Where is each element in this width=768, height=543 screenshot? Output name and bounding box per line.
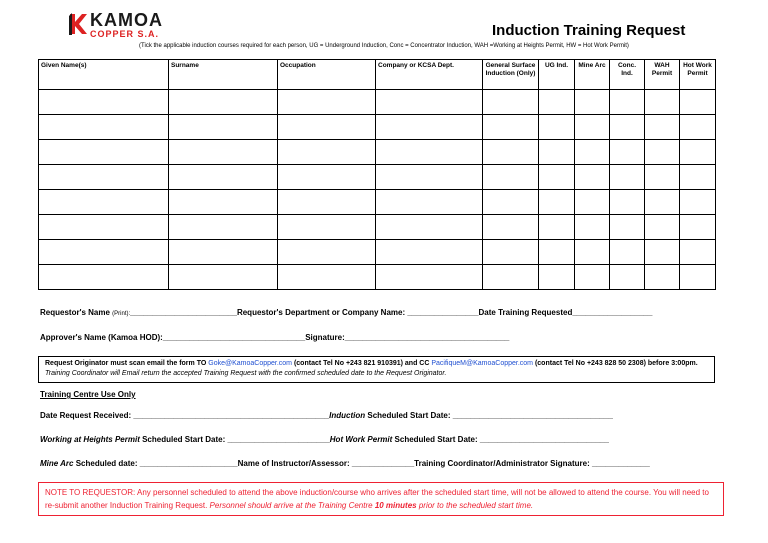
column-header: Surname bbox=[169, 60, 278, 90]
tick-cell[interactable] bbox=[483, 140, 539, 165]
requestor-warning-notice bbox=[38, 482, 724, 516]
date-requested-field[interactable]: Date Training Requested__________________ bbox=[478, 308, 653, 317]
entry-cell[interactable] bbox=[39, 90, 169, 115]
tick-cell[interactable] bbox=[539, 240, 575, 265]
notice-text-2: (contact Tel No +243 821 910391) and CC bbox=[292, 360, 432, 367]
table-row bbox=[39, 90, 716, 115]
tick-cell[interactable] bbox=[645, 115, 680, 140]
training-centre-heading: Training Centre Use Only bbox=[40, 390, 136, 399]
coordinator-signature-field[interactable]: Training Coordinator/Administrator Signature: _____________ bbox=[414, 459, 650, 468]
entry-cell[interactable] bbox=[169, 165, 278, 190]
tick-cell[interactable] bbox=[575, 190, 610, 215]
tick-cell[interactable] bbox=[645, 90, 680, 115]
induction-start-field[interactable]: Scheduled Start Date: ____________________________________ bbox=[365, 411, 613, 420]
kamoa-k-icon bbox=[68, 12, 88, 36]
entry-cell[interactable] bbox=[169, 240, 278, 265]
instructions-subtitle: (Tick the applicable induction courses required for each person, UG = Underground Induction, Conc = Concentrator Induction, WAH =Working at Heights Permit, HW = Hot Work Permit) bbox=[139, 43, 629, 49]
warning-bold-italic: 10 minutes bbox=[374, 501, 417, 511]
entry-cell[interactable] bbox=[169, 140, 278, 165]
tick-cell[interactable] bbox=[645, 140, 680, 165]
entry-cell[interactable] bbox=[169, 115, 278, 140]
tick-cell[interactable] bbox=[645, 165, 680, 190]
tick-cell[interactable] bbox=[610, 190, 645, 215]
tick-cell[interactable] bbox=[680, 215, 716, 240]
tick-cell[interactable] bbox=[645, 190, 680, 215]
tick-cell[interactable] bbox=[483, 265, 539, 290]
trainee-table bbox=[38, 59, 716, 290]
mine-arc-label: Mine Arc bbox=[40, 459, 74, 468]
minearc-line bbox=[40, 459, 650, 468]
entry-cell[interactable] bbox=[278, 90, 376, 115]
entry-cell[interactable] bbox=[39, 240, 169, 265]
page-title: Induction Training Request bbox=[492, 22, 686, 39]
entry-cell[interactable] bbox=[278, 140, 376, 165]
column-header: General Surface Induction (Only) bbox=[483, 60, 539, 90]
tick-cell[interactable] bbox=[610, 90, 645, 115]
entry-cell[interactable] bbox=[376, 115, 483, 140]
requestor-line bbox=[40, 308, 652, 317]
entry-cell[interactable] bbox=[39, 115, 169, 140]
tick-cell[interactable] bbox=[575, 115, 610, 140]
tick-cell[interactable] bbox=[610, 140, 645, 165]
signature-field[interactable]: Signature:_____________________________________ bbox=[305, 333, 510, 342]
entry-cell[interactable] bbox=[278, 240, 376, 265]
tick-cell[interactable] bbox=[645, 240, 680, 265]
warning-text: NOTE TO REQUESTOR: Any personnel scheduled to attend the above induction/course who arrives after the scheduled start time, will not be allowed to attend the course. You will need to re-submit another Induction Training Request. bbox=[45, 488, 709, 511]
tick-cell[interactable] bbox=[539, 165, 575, 190]
email-link-pacifique[interactable]: PacifiqueM@KamoaCopper.com bbox=[431, 360, 534, 367]
hot-work-label: Hot Work Permit bbox=[329, 435, 393, 444]
hot-work-start-field[interactable]: Scheduled Start Date: _____________________________ bbox=[392, 435, 609, 444]
column-header: Mine Arc bbox=[575, 60, 610, 90]
table-row bbox=[39, 140, 716, 165]
tick-cell[interactable] bbox=[645, 265, 680, 290]
tick-cell[interactable] bbox=[483, 240, 539, 265]
entry-cell[interactable] bbox=[376, 190, 483, 215]
entry-cell[interactable] bbox=[39, 140, 169, 165]
tick-cell[interactable] bbox=[575, 90, 610, 115]
tick-cell[interactable] bbox=[575, 165, 610, 190]
entry-cell[interactable] bbox=[278, 265, 376, 290]
table-row bbox=[39, 265, 716, 290]
column-header: Occupation bbox=[278, 60, 376, 90]
tick-cell[interactable] bbox=[680, 140, 716, 165]
table-row bbox=[39, 215, 716, 240]
tick-cell[interactable] bbox=[539, 215, 575, 240]
table-row bbox=[39, 190, 716, 215]
column-header: Conc. Ind. bbox=[610, 60, 645, 90]
requestor-name-field[interactable]: ________________________ bbox=[130, 308, 237, 317]
entry-cell[interactable] bbox=[376, 215, 483, 240]
tick-cell[interactable] bbox=[575, 240, 610, 265]
tick-cell[interactable] bbox=[539, 140, 575, 165]
table-row bbox=[39, 165, 716, 190]
entry-cell[interactable] bbox=[169, 90, 278, 115]
notice-italic: Training Coordinator will Email return the accepted Training Request with the confirmed scheduled date to the Request Originator. bbox=[45, 370, 447, 378]
approver-field[interactable]: Approver's Name (Kamoa HOD):________________________________ bbox=[40, 333, 306, 342]
request-originator-notice bbox=[38, 356, 715, 383]
tick-cell[interactable] bbox=[610, 115, 645, 140]
tick-cell[interactable] bbox=[680, 90, 716, 115]
wah-start-field[interactable]: Scheduled Start Date: _______________________ bbox=[139, 435, 330, 444]
tick-cell[interactable] bbox=[680, 240, 716, 265]
tick-cell[interactable] bbox=[483, 115, 539, 140]
table-row bbox=[39, 115, 716, 140]
entry-cell[interactable] bbox=[376, 265, 483, 290]
tick-cell[interactable] bbox=[483, 90, 539, 115]
tick-cell[interactable] bbox=[610, 165, 645, 190]
column-header: Hot Work Permit bbox=[680, 60, 716, 90]
kamoa-logo bbox=[68, 11, 178, 39]
approver-line bbox=[40, 333, 509, 342]
entry-cell[interactable] bbox=[376, 165, 483, 190]
tick-cell[interactable] bbox=[483, 190, 539, 215]
entry-cell[interactable] bbox=[376, 140, 483, 165]
tick-cell[interactable] bbox=[539, 265, 575, 290]
wah-line bbox=[40, 435, 609, 444]
tick-cell[interactable] bbox=[645, 215, 680, 240]
entry-cell[interactable] bbox=[169, 215, 278, 240]
tick-cell[interactable] bbox=[610, 215, 645, 240]
instructor-field[interactable]: Name of Instructor/Assessor: ______________ bbox=[237, 459, 415, 468]
tick-cell[interactable] bbox=[610, 265, 645, 290]
tick-cell[interactable] bbox=[680, 115, 716, 140]
date-received-line bbox=[40, 411, 613, 420]
warning-italic-2: prior to the scheduled start time. bbox=[416, 501, 534, 511]
entry-cell[interactable] bbox=[169, 265, 278, 290]
tick-cell[interactable] bbox=[575, 215, 610, 240]
entry-cell[interactable] bbox=[376, 240, 483, 265]
entry-cell[interactable] bbox=[278, 215, 376, 240]
table-header-row bbox=[39, 60, 716, 90]
requestor-name-label: Requestor's Name bbox=[40, 308, 110, 317]
tick-cell[interactable] bbox=[483, 215, 539, 240]
column-header: UG Ind. bbox=[539, 60, 575, 90]
tick-cell[interactable] bbox=[539, 190, 575, 215]
notice-text-1: Request Originator must scan email the form TO bbox=[45, 360, 209, 367]
entry-cell[interactable] bbox=[376, 90, 483, 115]
entry-cell[interactable] bbox=[39, 165, 169, 190]
date-received-field[interactable]: Date Request Received: ____________________________________________ bbox=[40, 411, 330, 420]
column-header: WAH Permit bbox=[645, 60, 680, 90]
tick-cell[interactable] bbox=[575, 265, 610, 290]
entry-cell[interactable] bbox=[39, 265, 169, 290]
tick-cell[interactable] bbox=[539, 90, 575, 115]
entry-cell[interactable] bbox=[278, 190, 376, 215]
warning-italic-1: Personnel should arrive at the Training Centre bbox=[207, 501, 375, 511]
column-header: Given Name(s) bbox=[39, 60, 169, 90]
entry-cell[interactable] bbox=[39, 190, 169, 215]
email-link-goke[interactable]: Goke@KamoaCopper.com bbox=[208, 360, 293, 367]
logo-name: KAMOA bbox=[90, 10, 163, 30]
tick-cell[interactable] bbox=[680, 190, 716, 215]
tick-cell[interactable] bbox=[483, 165, 539, 190]
mine-arc-date-field[interactable]: Scheduled date: ______________________ bbox=[73, 459, 238, 468]
tick-cell[interactable] bbox=[680, 265, 716, 290]
print-note: (Print): bbox=[112, 311, 131, 317]
wah-label: Working at Heights Permit bbox=[40, 435, 140, 444]
entry-cell[interactable] bbox=[169, 190, 278, 215]
entry-cell[interactable] bbox=[278, 165, 376, 190]
induction-label: Induction bbox=[329, 411, 366, 420]
notice-text-3: (contact Tel No +243 828 50 2308) before 3:00pm. bbox=[533, 360, 698, 367]
logo-subtitle: COPPER S.A. bbox=[90, 29, 160, 39]
entry-cell[interactable] bbox=[39, 215, 169, 240]
column-header: Company or KCSA Dept. bbox=[376, 60, 483, 90]
requestor-dept-field[interactable]: Requestor's Department or Company Name: ________________ bbox=[236, 308, 479, 317]
tick-cell[interactable] bbox=[539, 115, 575, 140]
tick-cell[interactable] bbox=[610, 240, 645, 265]
entry-cell[interactable] bbox=[278, 115, 376, 140]
tick-cell[interactable] bbox=[680, 165, 716, 190]
table-row bbox=[39, 240, 716, 265]
tick-cell[interactable] bbox=[575, 140, 610, 165]
